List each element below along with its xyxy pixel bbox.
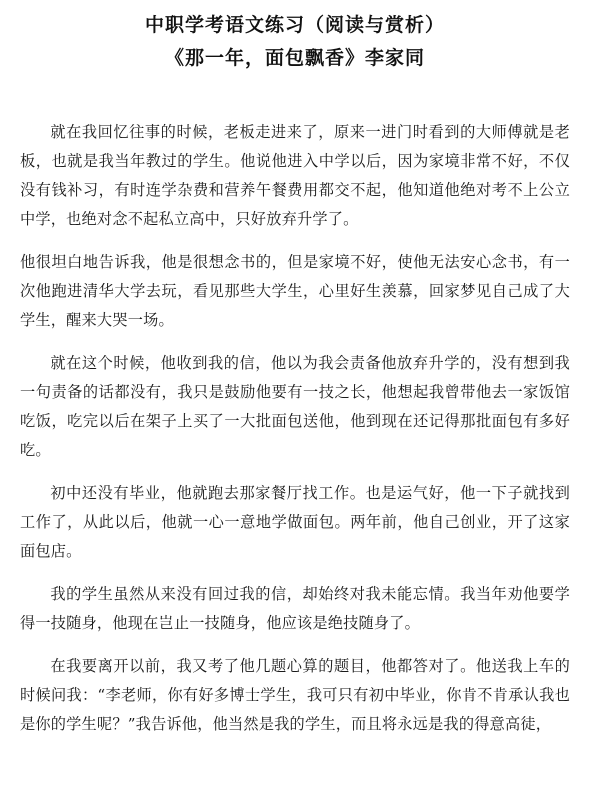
- paragraph-5: 我的学生虽然从来没有回过我的信，却始终对我未能忘情。我当年劝他要学得一技随身，他现在岂止一技随身，他应该是绝技随身了。: [20, 585, 570, 632]
- paragraph-1: 就在我回忆往事的时候，老板走进来了，原来一进门时看到的大师傅就是老板，也就是我当年教过的学生。他说他进入中学以后，因为家境非常不好，不仅没有钱补习，有时连学杂费和营养午餐费用都交不起，他知道他绝对考不上公立中学，也绝对念不起私立高中，只好放弃升学了。: [20, 123, 570, 228]
- document-title: 中职学考语文练习（阅读与赏析）: [144, 14, 445, 36]
- paragraph-2: 他很坦白地告诉我，他是很想念书的，但是家境不好，使他无法安心念书，有一次他跑进清华大学去玩，看见那些大学生，心里好生羡慕，回家梦见自己成了大学生，醒来大哭一场。: [20, 253, 570, 329]
- document-subtitle: 《那一年，面包飘香》李家同: [164, 47, 425, 69]
- article-body: [20, 118, 570, 753]
- paragraph-6: 在我要离开以前，我又考了他几题心算的题目，他都答对了。他送我上车的时候问我：“李老师，你有好多博士学生，我可只有初中毕业，你肯不肯承认我也是你的学生呢？”我告诉他，他当然是我的学生，而且将永远是我的得意高徒，: [20, 657, 570, 733]
- paragraph-4: 初中还没有毕业，他就跑去那家餐厅找工作。也是运气好，他一下子就找到工作了，从此以后，他就一心一意地学做面包。两年前，他自己创业，开了这家面包店。: [20, 484, 570, 560]
- paragraph-3: 就在这个时候，他收到我的信，他以为我会责备他放弃升学的，没有想到我一句责备的话都没有，我只是鼓励他要有一技之长，他想起我曾带他去一家饭馆吃饭，吃完以后在架子上买了一大批面包送他，他到现在还记得那批面包有多好吃。: [20, 354, 570, 459]
